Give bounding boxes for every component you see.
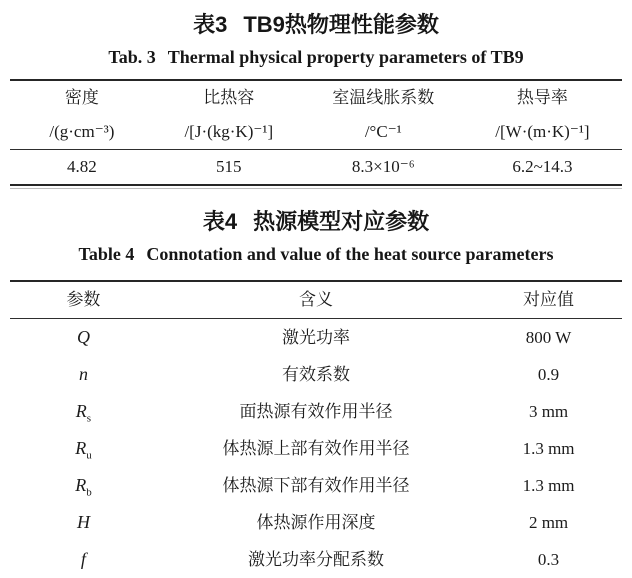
table3-col-specific-heat bbox=[154, 80, 304, 150]
parameter-value: 1.3 mm bbox=[522, 475, 575, 495]
table4-caption-zh-label: 表4 bbox=[202, 209, 238, 234]
parameter-symbol bbox=[10, 430, 157, 467]
table4-col-parameter: 参数 bbox=[66, 290, 101, 309]
specific-heat-value: 515 bbox=[216, 157, 242, 176]
parameter-symbol bbox=[10, 319, 157, 357]
table4-row-f bbox=[10, 541, 622, 578]
parameter-meaning: 面热源有效作用半径 bbox=[239, 401, 393, 421]
table3-col-expansion-coefficient bbox=[304, 80, 463, 150]
parameter-meaning: 有效系数 bbox=[281, 364, 350, 384]
parameter-value: 3 mm bbox=[528, 401, 569, 421]
expansion-coefficient-value: 8.3×10⁻⁶ bbox=[351, 157, 415, 176]
symbol-subscript: b bbox=[86, 486, 92, 499]
table3-caption-zh-label: 表3 bbox=[193, 12, 228, 37]
parameter-symbol bbox=[10, 504, 157, 541]
column-unit: /[W·(m·K)⁻¹] bbox=[495, 122, 590, 141]
symbol-base: R bbox=[75, 401, 87, 421]
parameter-value: 2 mm bbox=[528, 512, 569, 532]
symbol-base: Q bbox=[76, 327, 90, 347]
symbol-base: R bbox=[75, 475, 87, 495]
density-value: 4.82 bbox=[67, 157, 97, 176]
table4-row-Rb bbox=[10, 467, 622, 504]
parameter-symbol bbox=[10, 541, 157, 578]
table4-row-Q bbox=[10, 319, 622, 357]
table3-col-thermal-conductivity bbox=[463, 80, 622, 150]
parameter-meaning: 激光功率 bbox=[281, 327, 350, 347]
table4-row-Ru bbox=[10, 430, 622, 467]
table4-col-value: 对应值 bbox=[523, 290, 575, 309]
symbol-base: n bbox=[78, 364, 88, 384]
table4-caption-zh-text: 热源模型对应参数 bbox=[253, 209, 430, 234]
parameter-value: 1.3 mm bbox=[522, 438, 575, 458]
parameter-symbol bbox=[10, 467, 157, 504]
table4-caption-en-label: Table 4 bbox=[78, 244, 135, 264]
table4-col-meaning: 含义 bbox=[298, 290, 333, 309]
table4-caption-en-text: Connotation and value of the heat source parameters bbox=[146, 244, 554, 264]
table4-row-Rs bbox=[10, 393, 622, 430]
table3-caption-en-text: Thermal physical property parameters of TB9 bbox=[167, 47, 524, 67]
table4-row-n bbox=[10, 356, 622, 393]
symbol-base: f bbox=[80, 549, 86, 569]
table3 bbox=[10, 79, 622, 186]
column-unit: /°C⁻¹ bbox=[364, 122, 402, 141]
column-unit: /[J·(kg·K)⁻¹] bbox=[184, 122, 274, 141]
table3-col-density bbox=[10, 80, 154, 150]
symbol-subscript: u bbox=[86, 449, 92, 462]
parameter-value: 800 W bbox=[525, 327, 572, 347]
symbol-base: R bbox=[75, 438, 87, 458]
symbol-base: H bbox=[76, 512, 90, 532]
table3-header-row bbox=[10, 80, 622, 150]
table3-bottom-rule-echo bbox=[10, 188, 622, 189]
table4-caption-en bbox=[0, 242, 632, 266]
parameter-meaning: 体热源作用深度 bbox=[256, 512, 376, 532]
table4-caption-zh bbox=[0, 207, 632, 237]
parameter-value: 0.3 bbox=[537, 549, 560, 569]
parameter-symbol bbox=[10, 356, 157, 393]
table3-caption-zh bbox=[0, 10, 632, 40]
thermal-conductivity-value: 6.2~14.3 bbox=[512, 157, 573, 176]
parameter-symbol bbox=[10, 393, 157, 430]
parameter-value: 0.9 bbox=[537, 364, 560, 384]
column-unit: /(g·cm⁻³) bbox=[49, 122, 115, 141]
column-name: 热导率 bbox=[516, 88, 568, 107]
column-name: 密度 bbox=[64, 88, 99, 107]
parameter-meaning: 体热源上部有效作用半径 bbox=[222, 438, 410, 458]
parameter-meaning: 体热源下部有效作用半径 bbox=[222, 475, 410, 495]
table4 bbox=[10, 280, 622, 578]
column-name: 室温线胀系数 bbox=[332, 88, 435, 107]
parameter-meaning: 激光功率分配系数 bbox=[247, 549, 384, 569]
symbol-subscript: s bbox=[86, 412, 92, 425]
table3-caption-en bbox=[0, 45, 632, 69]
table3-caption-en-label: Tab. 3 bbox=[108, 47, 156, 67]
table3-data-row bbox=[10, 150, 622, 186]
table4-row-H bbox=[10, 504, 622, 541]
table3-caption-zh-text: TB9热物理性能参数 bbox=[243, 12, 439, 37]
column-name: 比热容 bbox=[203, 88, 255, 107]
table4-header-row bbox=[10, 281, 622, 319]
